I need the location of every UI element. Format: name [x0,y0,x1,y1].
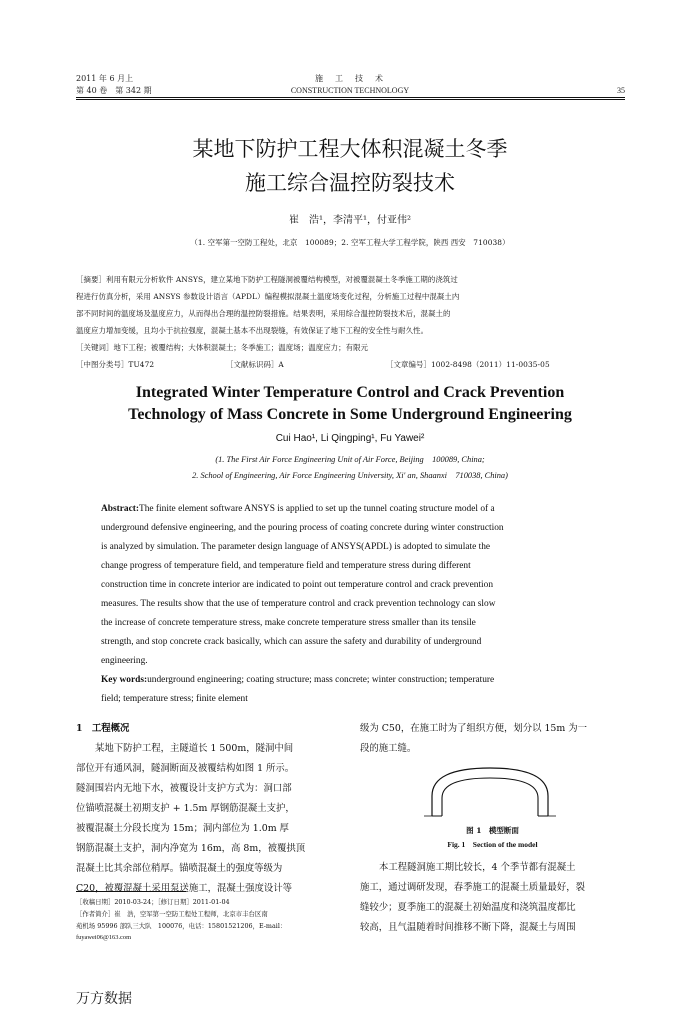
document-code: ［文献标识码］A [226,360,284,369]
class-number: ［中图分类号］TU472 [76,360,155,369]
header-rule-bottom [76,99,625,100]
footnote-author: ［作者简介］崔 浩，空军第一空防工程处工程师，北京市丰台区南 [76,910,268,918]
classification-row [76,356,626,373]
abstract-en-line: change progress of temperature field, and temperature field and temperature stress during different [101,561,471,571]
abstract-en-line: strength, and stop concrete crack basically, which can assure the safety and durability of underground [101,637,482,647]
article-number: ［文章编号］1002-8498（2011）11-0035-05 [386,360,550,369]
body-line: 部位开有通风洞，隧洞断面及被覆结构如图 1 所示。 [76,763,295,774]
abstract-en-line: construction time in concrete interior are indicated to point out temperature control and crack prevention [101,580,494,590]
authors-cn: 崔 浩¹，李清平¹，付亚伟² [288,215,412,226]
abstract-cn-line: 温度应力增加变缓，且均小于抗拉强度，混凝土基本不出现裂缝，有效保证了地下工程的安全性与耐久性。 [76,326,429,335]
header-page-number: 35 [617,86,625,95]
header-date: 2011 年 6 月上 [76,74,134,83]
keywords-en-line: field; temperature stress; finite element [101,694,248,704]
body-line: 混凝土比其余部位稍厚。锚喷混凝土的强度等级为 [76,863,283,874]
authors-en: Cui Hao¹, Li Qingping¹, Fu Yawei² [275,433,425,444]
abstract-en-line: The finite element software ANSYS is applied to set up the tunnel coating structure model of a [139,504,495,514]
abstract-en-line: measures. The results show that the use of temperature control and crack prevention technology can slow [101,599,496,609]
footnote-dates: ［收稿日期］2010-03-24；［修订日期］2011-01-04 [76,898,230,906]
keywords-cn: ［关键词］地下工程；被覆结构；大体积混凝土；冬季施工；温度场；温度应力；有限元 [76,343,369,352]
abstract-cn-line: 程进行仿真分析，采用 ANSYS 参数设计语言（APDL）编程模拟混凝土温度场变化过程，分析施工过程中混凝土内 [76,292,460,301]
figure-caption-en: Fig. 1 Section of the model [447,840,538,849]
body-line: 级为 C50，在施工时为了组织方便，划分以 15m 为一 [360,723,587,734]
abstract-cn-line: ［摘要］利用有限元分析软件 ANSYS，建立某地下防护工程隧洞被覆结构模型，对被覆混凝土冬季施工期的浇筑过 [76,275,458,284]
outer-lining-outline [432,768,548,816]
abstract-en-label: Abstract: [101,504,140,514]
body-line: 位锚喷混凝土初期支护 + 1.5m 厚钢筋混凝土支护， [76,803,295,814]
right-column-bottom [360,858,625,938]
header-volume: 第 40 卷 第 342 期 [76,86,152,95]
right-column-top [360,719,625,759]
affiliations-en-line2: 2. School of Engineering, Air Force Engineering University, Xi' an, Shaanxi 710038, China) [192,471,508,480]
left-column [76,719,339,899]
abstract-en-line: underground defensive engineering, and the pouring process of coating concrete during winter construction [101,523,504,533]
affiliations-en-line1: (1. The First Air Force Engineering Unit of Air Force, Beijing 100089, China; [215,455,485,464]
body-line: 较高，且气温随着时间推移不断下降，混凝土与周围 [360,922,576,933]
header-journal-en: CONSTRUCTION TECHNOLOGY [290,86,410,95]
watermark-text: 万方数据 [76,991,132,1007]
body-line: 钢筋混凝土支护，洞内净宽为 16m，高 8m，被覆拱顶 [76,843,306,854]
section-heading: 1 工程概况 [76,723,130,734]
affiliations-cn: （1. 空军第一空防工程处，北京 100089；2. 空军工程大学工程学院，陕西 西安 710038） [190,238,510,247]
title-en-line1: Integrated Winter Temperature Control and Crack Prevention [135,384,565,401]
footnote-author: 苑机场 95996 部队三大队 100076，电话：15801521206，E-mail： [76,922,287,930]
abstract-cn-line: 部不同时间的温度场及温度应力，从而得出合理的温控防裂措施。结果表明，采用综合温控防裂技术后，混凝土的 [76,309,451,318]
abstract-cn [76,271,626,373]
footnote-email: fuyawei06@163.com [76,934,132,941]
header-journal-cn: 施 工 技 术 [315,74,385,83]
title-cn-line1: 某地下防护工程大体积混凝土冬季 [192,137,508,161]
body-line: C20，被覆混凝土采用泵送施工，混凝土强度设计等 [76,883,292,894]
body-line: 施工，通过调研发现，春季施工的混凝土质量最好，裂 [360,882,586,893]
abstract-en-line: engineering. [101,656,148,666]
inner-lining-outline [442,778,538,816]
header-rule-top [76,97,625,98]
body-line: 缝较少；夏季施工的混凝土初始温度和浇筑温度都比 [360,902,576,913]
keywords-en-label: Key words: [101,675,148,685]
footnote [76,896,339,944]
abstract-en-line: the increase of concrete temperature stress, make concrete temperature stress smaller than its tensile [101,618,476,628]
keywords-en-line: underground engineering; coating structure; mass concrete; winter construction; temperature [147,675,495,685]
tunnel-section-figure [420,760,560,822]
footnote-rule [76,891,186,892]
figure-caption-cn: 图 1 模型断面 [466,826,519,835]
body-line: 被覆混凝土分段长度为 15m；洞内部位为 1.0m 厚 [76,823,289,834]
abstract-en-line: is analyzed by simulation. The parameter design language of ANSYS(APDL) is adopted to simulate the [101,542,491,552]
abstract-en [101,500,601,709]
title-cn-line2: 施工综合温控防裂技术 [245,171,455,195]
body-line: 隧洞围岩内无地下水，被覆设计支护方式为：洞口部 [76,783,292,794]
body-line: 段的施工缝。 [360,743,417,754]
body-line: 本工程隧洞施工期比较长，4 个季节都有混凝土 [379,862,576,873]
body-line: 某地下防护工程，主隧道长 1 500m，隧洞中间 [95,743,294,754]
title-en-line2: Technology of Mass Concrete in Some Underground Engineering [128,406,572,423]
